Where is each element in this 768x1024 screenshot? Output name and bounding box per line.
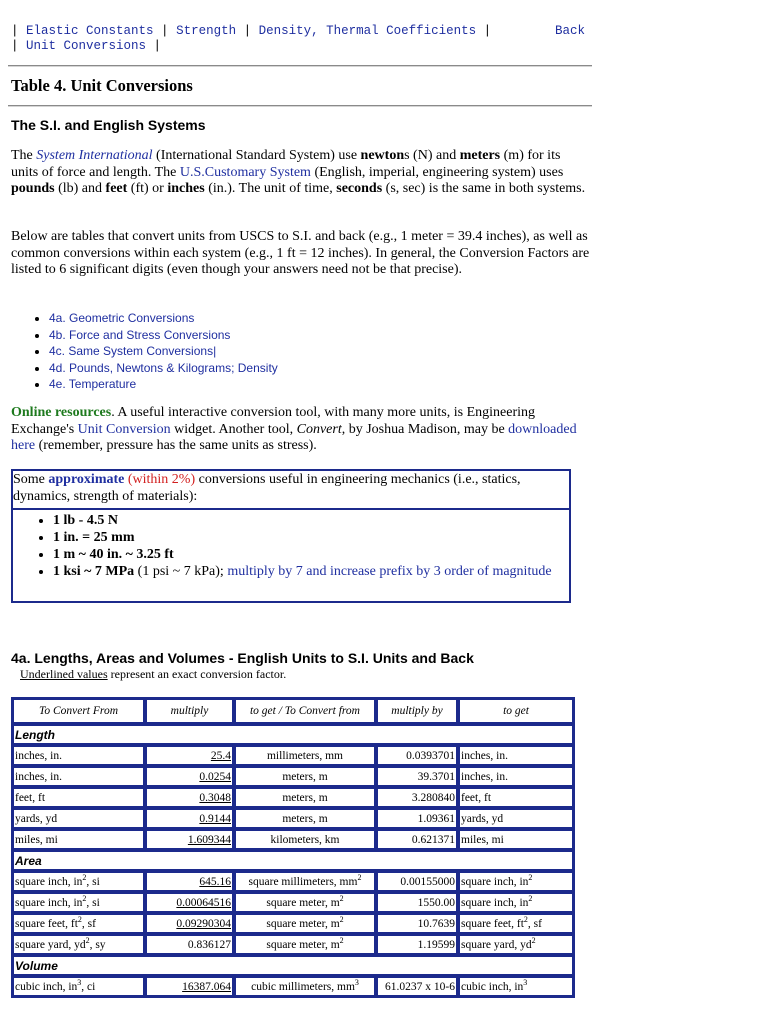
approx-list bbox=[13, 512, 569, 580]
toc-item bbox=[49, 310, 278, 327]
cell-convert-from: square yard, $yd^2$, sy bbox=[12, 934, 145, 955]
cell-multiply: 0.3048 bbox=[145, 787, 234, 808]
table-section-label: Volume bbox=[12, 955, 574, 976]
link-multiply-by-7[interactable]: multiply by 7 and increase prefix by 3 order of magnitude bbox=[227, 564, 552, 579]
online-resources-paragraph: Online resources. A useful interactive conversion tool, with many more units, is Engineering Exchange's Unit Conversion widget. Another tool, Convert, by Joshua Madison, may be downloaded here (remember, pressure has the same units as stress). bbox=[11, 405, 577, 453]
cell-result-unit: cubic inch, $in^3$ bbox=[458, 976, 574, 997]
cell-convert-from: miles, mi bbox=[12, 829, 145, 850]
table-row bbox=[12, 745, 574, 766]
cell-multiply-by: 10.7639 bbox=[376, 913, 458, 934]
cell-multiply: 0.9144 bbox=[145, 808, 234, 829]
table-section-label: Length bbox=[12, 724, 574, 745]
cell-convert-from: square inch, $in^2$, si bbox=[12, 892, 145, 913]
cell-result-unit: square yard, $yd^2$ bbox=[458, 934, 574, 955]
cell-multiply-by: 0.00155000 bbox=[376, 871, 458, 892]
intro-paragraph: The System International (International Standard System) use newtons (N) and meters (m) for its units of force and length. The U.S.Customary System (English, imperial, engineering system) uses pounds (lb) and feet (ft) or inches (in.). The unit of time, seconds (s, sec) is the same in both systems. bbox=[11, 148, 586, 196]
cell-result-unit: inches, in. bbox=[458, 745, 574, 766]
back-link[interactable]: Back bbox=[555, 24, 586, 38]
table-row bbox=[12, 934, 574, 955]
table-header-cell: to get / To Convert from bbox=[234, 698, 376, 724]
table-row bbox=[12, 871, 574, 892]
approx-item: • 1 in. = 25 mm bbox=[53, 529, 569, 546]
cell-convert-from: cubic inch, $in^3$, ci bbox=[12, 976, 145, 997]
online-resources-label: Online resources bbox=[11, 405, 112, 420]
table-header-cell: to get bbox=[458, 698, 574, 724]
toc-item bbox=[49, 327, 278, 344]
cell-multiply: 0.00064516 bbox=[145, 892, 234, 913]
toc-link-pounds-newtons[interactable]: 4d. Pounds, Newtons & Kilograms; Density bbox=[49, 360, 278, 375]
cell-multiply-by: 3.280840 bbox=[376, 787, 458, 808]
table-row bbox=[12, 829, 574, 850]
cell-multiply-by: 1.19599 bbox=[376, 934, 458, 955]
cell-result-unit: square inch, $in^2$ bbox=[458, 892, 574, 913]
divider-top bbox=[8, 65, 592, 67]
approx-intro: Some approximate (within 2%) conversions useful in engineering mechanics (i.e., statics, dynamics, strength of materials): bbox=[13, 471, 569, 510]
cell-multiply-by: 1550.00 bbox=[376, 892, 458, 913]
cell-to-get: millimeters, mm bbox=[234, 745, 376, 766]
cell-result-unit: yards, yd bbox=[458, 808, 574, 829]
table-row bbox=[12, 976, 574, 997]
cell-multiply-by: 0.0393701 bbox=[376, 745, 458, 766]
cell-multiply-by: 1.09361 bbox=[376, 808, 458, 829]
link-downloaded-here[interactable]: downloaded here bbox=[11, 421, 577, 453]
table-header-row bbox=[12, 698, 574, 724]
approximate-conversions-box bbox=[11, 469, 571, 603]
cell-to-get: meters, m bbox=[234, 766, 376, 787]
cell-result-unit: inches, in. bbox=[458, 766, 574, 787]
cell-to-get: kilometers, km bbox=[234, 829, 376, 850]
cell-multiply: 16387.064 bbox=[145, 976, 234, 997]
nav-link-unit-conversions[interactable]: Unit Conversions bbox=[26, 39, 147, 53]
table-section-row bbox=[12, 724, 574, 745]
cell-multiply-by: 61.0237 x 10-6 bbox=[376, 976, 458, 997]
cell-result-unit: square feet, $ft^2$, sf bbox=[458, 913, 574, 934]
table-row bbox=[12, 808, 574, 829]
divider-title bbox=[8, 105, 592, 107]
toc-link-same-system[interactable]: 4c. Same System Conversions| bbox=[49, 344, 217, 358]
table-row bbox=[12, 892, 574, 913]
cell-multiply: 0.0254 bbox=[145, 766, 234, 787]
cell-multiply: 1.609344 bbox=[145, 829, 234, 850]
cell-multiply: 0.836127 bbox=[145, 934, 234, 955]
table-row bbox=[12, 787, 574, 808]
cell-convert-from: yards, yd bbox=[12, 808, 145, 829]
top-nav: | Elastic Constants | Strength | Density, Thermal Coefficients | | Unit Conversions | bbox=[11, 24, 492, 53]
cell-multiply-by: 0.621371 bbox=[376, 829, 458, 850]
table-section-label: Area bbox=[12, 850, 574, 871]
cell-multiply: 25.4 bbox=[145, 745, 234, 766]
link-us-customary-system[interactable]: U.S.Customary System bbox=[179, 164, 311, 180]
nav-link-strength[interactable]: Strength bbox=[176, 24, 237, 38]
approx-item: • 1 ksi ~ 7 MPa (1 psi ~ 7 kPa); multiply by 7 and increase prefix by 3 order of magnitude bbox=[53, 563, 569, 580]
section-heading-si-english: The S.I. and English Systems bbox=[11, 117, 206, 133]
nav-link-elastic-constants[interactable]: Elastic Constants bbox=[26, 24, 154, 38]
table-header-cell: To Convert From bbox=[12, 698, 145, 724]
conversion-table bbox=[11, 697, 575, 998]
link-unit-conversion-widget[interactable]: Unit Conversion bbox=[77, 421, 171, 437]
cell-convert-from: square inch, $in^2$, si bbox=[12, 871, 145, 892]
cell-multiply: 645.16 bbox=[145, 871, 234, 892]
table-row bbox=[12, 766, 574, 787]
toc-link-temperature[interactable]: 4e. Temperature bbox=[49, 377, 137, 391]
cell-to-get: square meter, $m^2$ bbox=[234, 913, 376, 934]
exact-factor-note: Underlined values represent an exact conversion factor. bbox=[20, 667, 287, 681]
toc-link-force-stress[interactable]: 4b. Force and Stress Conversions bbox=[49, 327, 231, 342]
cell-multiply-by: 39.3701 bbox=[376, 766, 458, 787]
cell-convert-from: inches, in. bbox=[12, 766, 145, 787]
table-section-row bbox=[12, 955, 574, 976]
cell-to-get: square millimeters, $mm^2$ bbox=[234, 871, 376, 892]
cell-result-unit: feet, ft bbox=[458, 787, 574, 808]
cell-to-get: square meter, $m^2$ bbox=[234, 934, 376, 955]
table-header-cell: multiply by bbox=[376, 698, 458, 724]
nav-link-density-thermal[interactable]: Density, Thermal Coefficients bbox=[258, 24, 477, 38]
approx-item: • 1 lb - 4.5 N bbox=[53, 512, 569, 529]
table-row bbox=[12, 913, 574, 934]
cell-convert-from: feet, ft bbox=[12, 787, 145, 808]
toc-item bbox=[49, 360, 278, 377]
cell-result-unit: miles, mi bbox=[458, 829, 574, 850]
cell-to-get: cubic millimeters, $mm^3$ bbox=[234, 976, 376, 997]
toc-item bbox=[49, 376, 278, 393]
toc-item bbox=[49, 343, 278, 360]
cell-to-get: square meter, $m^2$ bbox=[234, 892, 376, 913]
table-of-contents bbox=[11, 310, 278, 393]
cell-to-get: meters, m bbox=[234, 808, 376, 829]
page-title: Table 4. Unit Conversions bbox=[11, 76, 193, 95]
table-section-row bbox=[12, 850, 574, 871]
cell-multiply: 0.09290304 bbox=[145, 913, 234, 934]
toc-link-geometric[interactable]: 4a. Geometric Conversions bbox=[49, 311, 195, 325]
link-system-international[interactable]: System International bbox=[36, 148, 153, 163]
tables-description-paragraph: Below are tables that convert units from USCS to S.I. and back (e.g., 1 meter = 39.4 inches), as well as common conversions within each system (e.g., 1 ft = 12 inches). In general, the Conversion Factors are listed to 6 significant digits (even though your answers need not be that precise). bbox=[11, 229, 590, 277]
cell-to-get: meters, m bbox=[234, 787, 376, 808]
table-header-cell: multiply bbox=[145, 698, 234, 724]
cell-result-unit: square inch, $in^2$ bbox=[458, 871, 574, 892]
cell-convert-from: inches, in. bbox=[12, 745, 145, 766]
approx-item: • 1 m ~ 40 in. ~ 3.25 ft bbox=[53, 546, 569, 563]
section-heading-4a: 4a. Lengths, Areas and Volumes - English Units to S.I. Units and Back bbox=[11, 650, 474, 666]
cell-convert-from: square feet, $ft^2$, sf bbox=[12, 913, 145, 934]
